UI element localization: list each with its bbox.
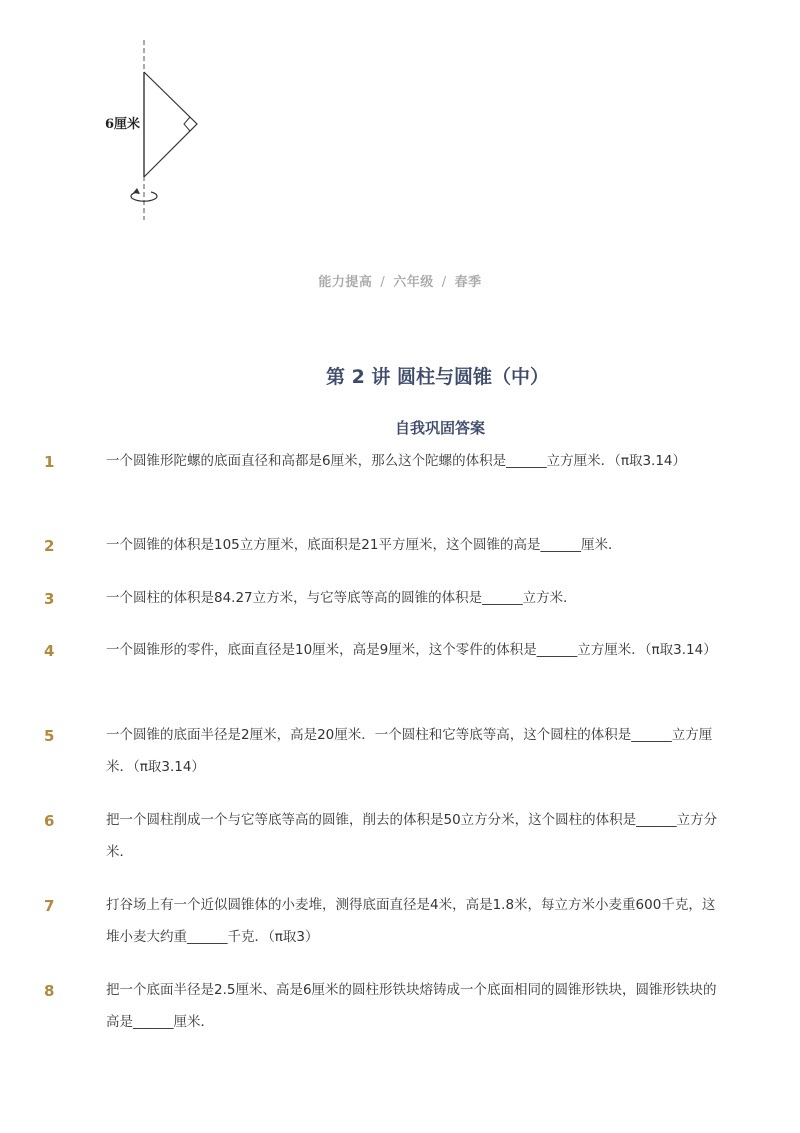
problem-text: 一个圆锥形陀螺的底面直径和高都是6厘米，那么这个陀螺的体积是______立方厘米．（π取3.14）: [106, 453, 687, 469]
figure-height-label: 6厘米: [105, 117, 141, 132]
problem-number: 5: [44, 727, 55, 745]
breadcrumb-item-ability: 能力提高: [318, 275, 373, 290]
problem-number: 3: [44, 590, 55, 608]
breadcrumb: [0, 271, 800, 290]
problem-number: 4: [44, 642, 55, 660]
right-angle-mark-icon: [184, 117, 190, 131]
problem-number: 2: [44, 537, 55, 555]
triangle-diagram: [95, 35, 235, 230]
breadcrumb-separator: /: [380, 275, 386, 290]
problem-text: 一个圆锥形的零件，底面直径是10厘米，高是9厘米，这个零件的体积是______立方厘米．（π取3.14）: [106, 642, 717, 658]
problem-text: 把一个底面半径是2.5厘米、高是6厘米的圆柱形铁块熔铸成一个底面相同的圆锥形铁块，圆锥形铁块的高是______厘米．: [106, 982, 717, 1030]
section-title: 自我巩固答案: [394, 419, 485, 437]
breadcrumb-separator: /: [441, 275, 447, 290]
problem-number: 8: [44, 982, 55, 1000]
problem-text: 一个圆锥的底面半径是2厘米，高是20厘米．一个圆柱和它等底等高，这个圆柱的体积是______立方厘米．（π取3.14）: [106, 727, 713, 775]
problem-text: 一个圆锥的体积是105立方厘米，底面积是21平方厘米，这个圆锥的高是______厘米．: [106, 537, 622, 553]
problem-text: 一个圆柱的体积是84.27立方米，与它等底等高的圆锥的体积是______立方米．: [106, 590, 577, 606]
problem-number: 7: [44, 897, 55, 915]
problem-text: 把一个圆柱削成一个与它等底等高的圆锥，削去的体积是50立方分米，这个圆柱的体积是______立方分米．: [106, 812, 718, 860]
problem-number: 6: [44, 812, 55, 830]
lecture-title: 第 2 讲 圆柱与圆锥（中）: [325, 366, 550, 388]
triangle-rotation-figure: [95, 35, 235, 230]
problem-number: 1: [44, 453, 55, 471]
triangle-legs: [144, 72, 197, 177]
problem-text: 打谷场上有一个近似圆锥体的小麦堆，测得底面直径是4米，高是1.8米，每立方米小麦重600千克，这堆小麦大约重______千克．（π取3）: [106, 897, 716, 945]
breadcrumb-item-season: 春季: [454, 275, 482, 290]
breadcrumb-item-grade: 六年级: [393, 275, 434, 290]
